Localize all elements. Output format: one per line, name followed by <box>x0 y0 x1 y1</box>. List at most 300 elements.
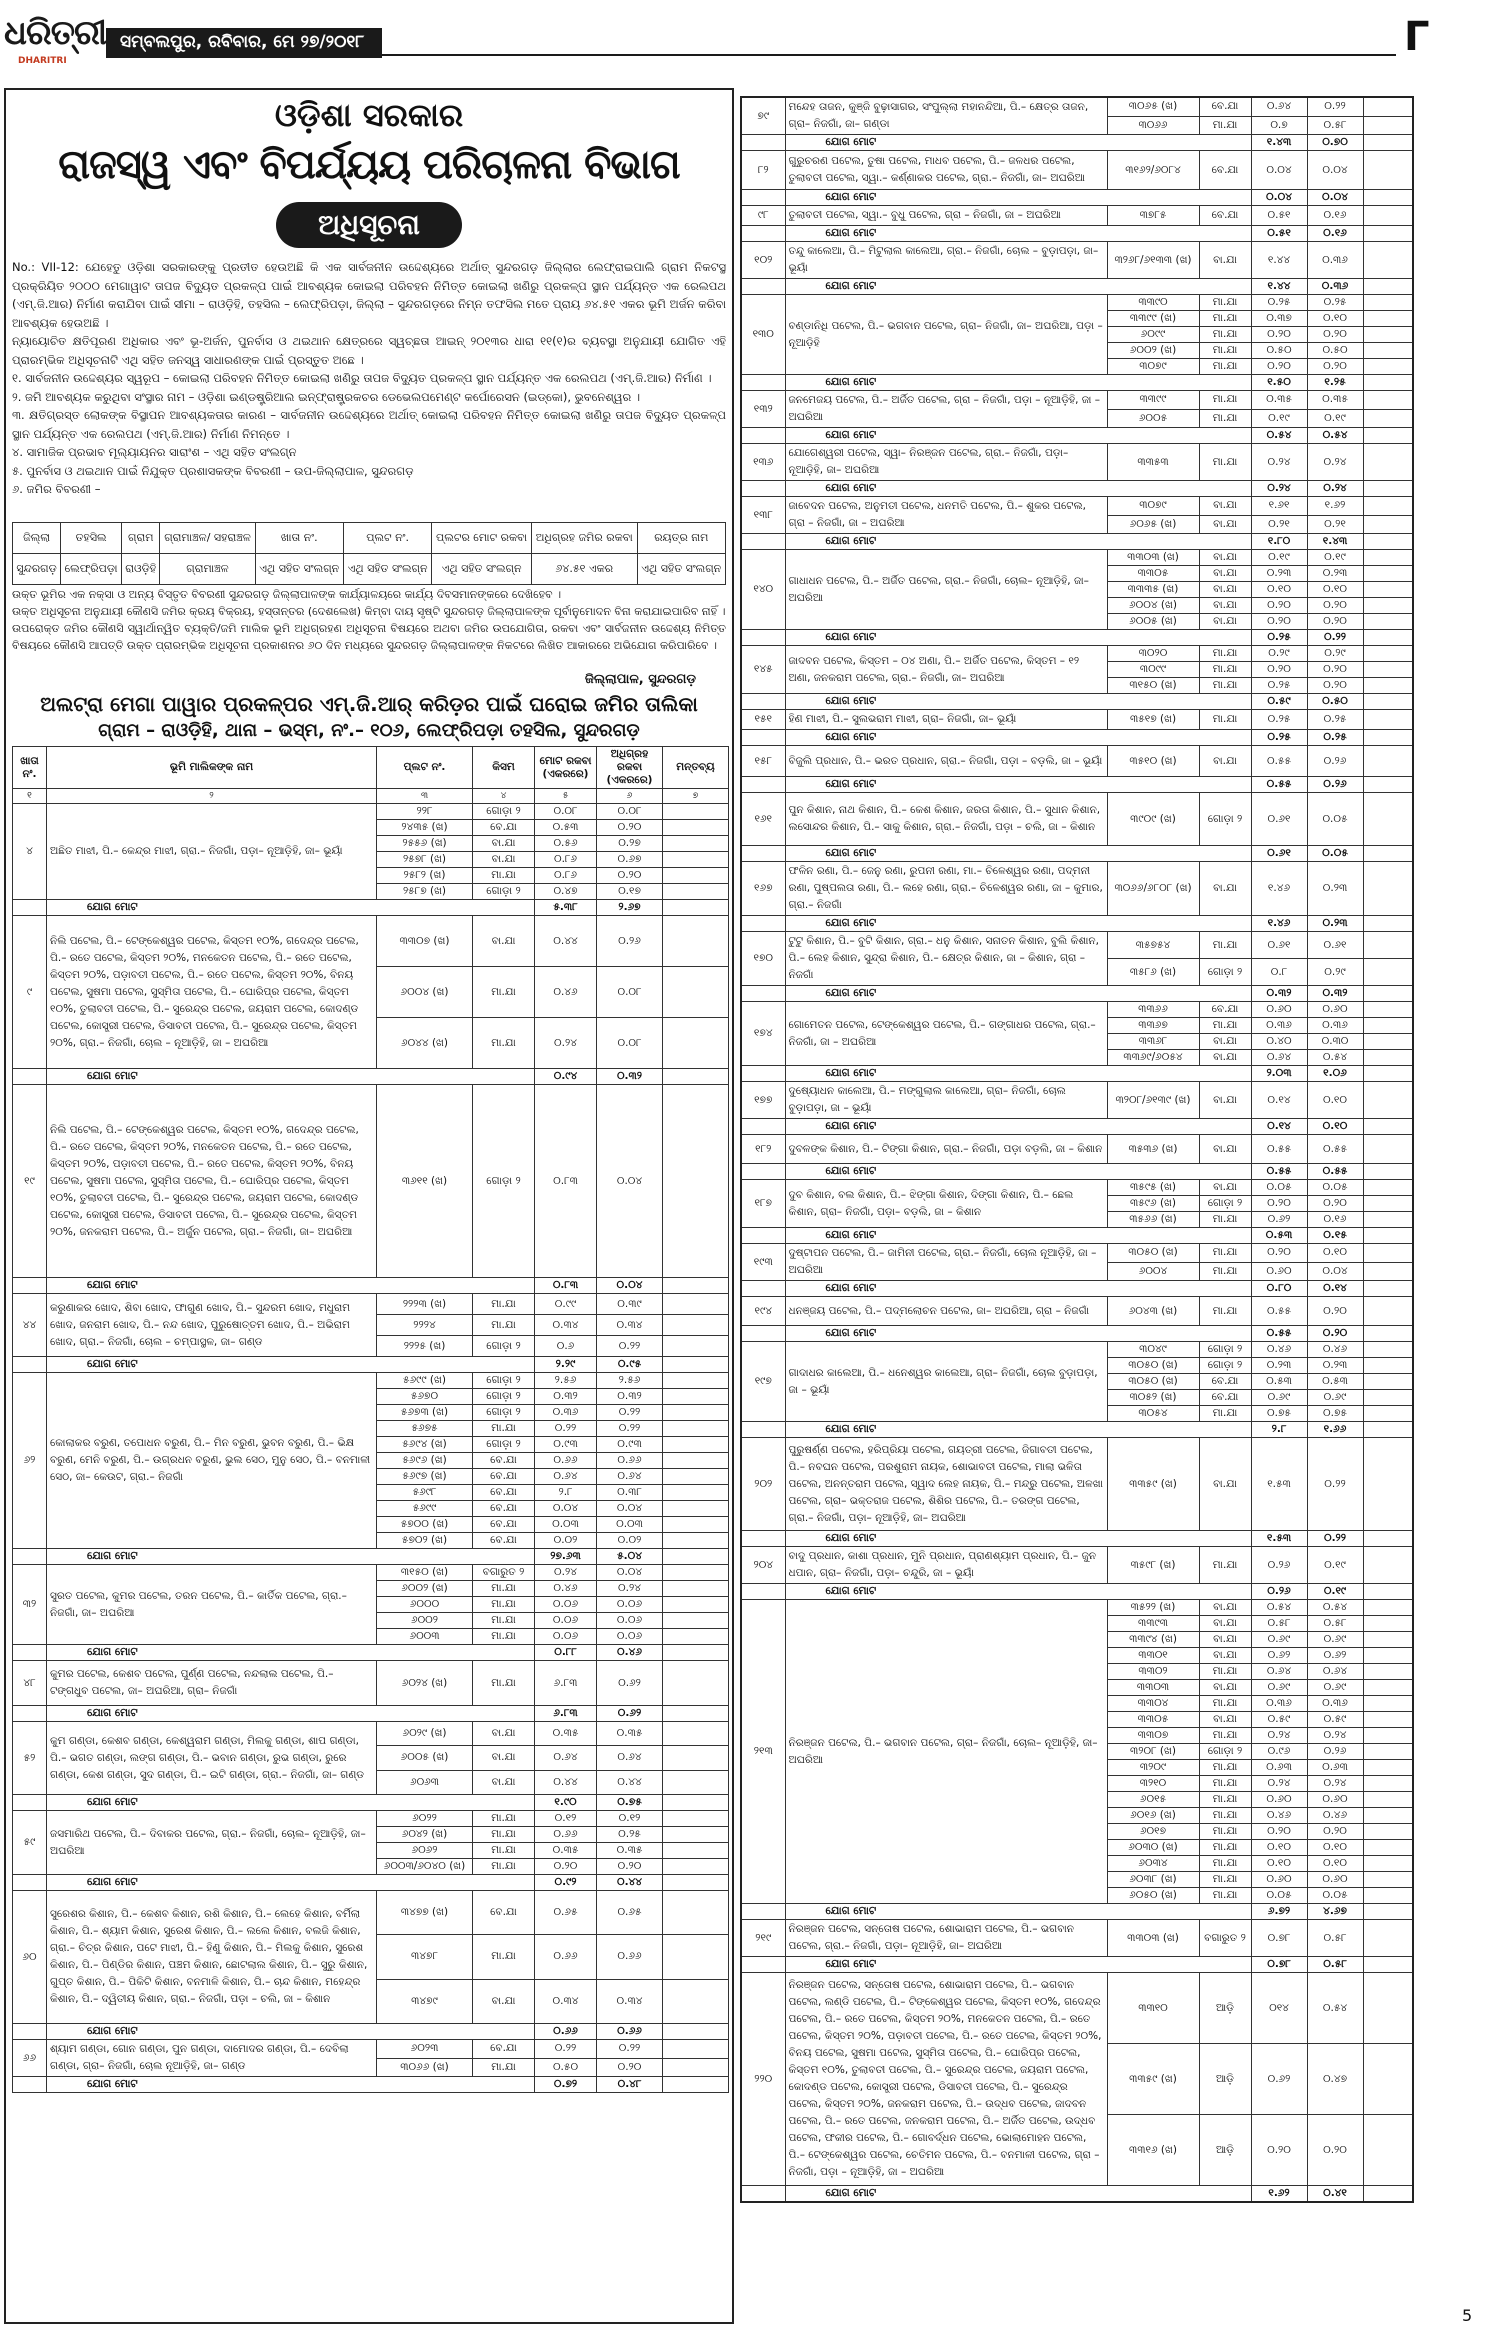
land-kisam: ମା.ଯା <box>1199 311 1251 327</box>
remarks <box>663 1935 729 1979</box>
land-kisam: ଗୋଡ଼ା ୨ <box>1199 1358 1251 1374</box>
table-row <box>741 151 1413 190</box>
plot-number: ୩୦୬୬/୬୮୦୮ (ଖ) <box>1107 862 1199 916</box>
subtotal-row <box>741 1281 1413 1297</box>
subtotal-label: ଯୋଗ ମୋଟ <box>785 630 1251 646</box>
subtotal-label: ଯୋଗ ମୋଟ <box>47 1645 535 1661</box>
acquired-area: ୦.୧୦ <box>1307 1082 1363 1119</box>
subtotal-spacer <box>741 1164 785 1180</box>
owner-name: ଗୋମେତନ ପଟେଲ, ଟେଙ୍କେଶ୍ୱର ପଟେଲ, ପି.– ଗଙ୍ଗାଧର ପଟେଲ, ଗ୍ରା.– ନିଜଗାଁ, ଜା – ଅଘରିଆ <box>785 1002 1107 1066</box>
acquired-area: ୦.୬୯ <box>1307 1632 1363 1648</box>
subtotal-acquired-area: ୦.୫୫ <box>1307 1164 1363 1180</box>
page-letter: Г <box>1404 14 1430 60</box>
subtotal-row <box>741 1422 1413 1438</box>
acquired-area: ୦.୭୫ <box>1307 1406 1363 1422</box>
subtotal-total-area: ୦.୮୦ <box>1251 1281 1307 1297</box>
land-kisam: ମା.ଯା <box>473 1811 535 1827</box>
plot-number: ୨୨୮ <box>377 804 473 820</box>
plot-number: ୩୦୬୬ <box>1107 116 1199 134</box>
subtotal-acquired-area: ୦.୧୬ <box>1307 226 1363 242</box>
total-area: ୦.୫୫ <box>1251 1135 1307 1164</box>
subtotal-row <box>741 694 1413 710</box>
subtotal-label: ଯୋଗ ମୋଟ <box>785 279 1251 295</box>
remarks <box>1363 1664 1413 1680</box>
remarks <box>1363 2115 1413 2186</box>
plot-number: ୫୭୦୨ (ଖ) <box>377 1533 473 1549</box>
col-header-remarks: ମନ୍ତବ୍ୟ <box>663 747 729 789</box>
land-kisam: ବେ.ଯା <box>1199 1374 1251 1390</box>
owner-name: ଜନମେଜୟ ପଟେଲ, ପି.– ଅର୍ଜିତ ପଟେଲ, ଗ୍ରା – ନିଜଗାଁ, ପଡ଼ା – ନୂଆଡ଼ିହି, ଜା – ଅଘରିଆ <box>785 391 1107 428</box>
plot-number: ୫୬୯୬ (ଖ) <box>377 1453 473 1469</box>
acquired-area: ୦.୦୪ <box>597 1501 663 1517</box>
owner-name: ଗୁରୁଚରଣ ପଟେଲ, ତୁଷା ପଟେଲ, ମାଧବ ପଟେଲ, ପି.– ଜଳଧର ପଟେଲ, ତୁଲାବତୀ ପଟେଲ, ସ୍ୱା.– କର୍ଣ୍ଣାକର ପଟେଲ, ଗ୍ରା.– ନିଜଗାଁ, ଜା– ଅଘରିଆ <box>785 151 1107 190</box>
land-kisam: ବା.ଯା <box>1199 1135 1251 1164</box>
remarks <box>663 1278 729 1294</box>
remarks <box>663 1811 729 1827</box>
owner-name: ଦୁବଳଙ୍କ କିଶାନ, ପି.– ଟିଙ୍ଗା କିଶାନ, ଗ୍ରା.– ନିଜଗାଁ, ପଡ଼ା ବଡ଼ଲି, ଜା – କିଶାନ <box>785 1135 1107 1164</box>
acquired-area: ୦.୬୩ <box>1307 1760 1363 1776</box>
land-kisam: ଗୋଡ଼ା ୨ <box>473 1336 535 1357</box>
plot-number: ୩୨୦୮ (ଖ) <box>1107 1744 1199 1760</box>
acquired-area: ୦.୦୬ <box>597 1597 663 1613</box>
table-row <box>741 295 1413 311</box>
subtotal-row <box>741 1531 1413 1547</box>
land-kisam: ବେ.ଯା <box>1199 1390 1251 1406</box>
remarks <box>1363 1196 1413 1212</box>
subtotal-spacer <box>13 1795 47 1811</box>
notice-item: ୨. ଜମି ଆବଶ୍ୟକ କରୁଥିବା ସଂସ୍ଥାର ନାମ – ଓଡ଼ିଶା ଇଣ୍ଡଷ୍ଟ୍ରିଆଲ ଇନ୍‌ଫ୍ରାଷ୍ଟ୍ରକଚର ଡେଭେଲପମେଣ୍ଟ କର୍ପୋରେସନ (ଇଡ୍‌କୋ), ଭୁବନେଶ୍ୱର । <box>12 389 641 404</box>
remarks <box>1363 959 1413 986</box>
total-area: ୦.୫୩ <box>1251 1374 1307 1390</box>
masthead <box>0 0 1485 78</box>
land-kisam: ଗୋଡ଼ା ୨ <box>473 1405 535 1421</box>
khata-number: ୪ <box>13 804 47 900</box>
land-kisam: ମା.ଯା <box>1199 1888 1251 1904</box>
acquired-area: ୦.୨୩ <box>1307 1358 1363 1374</box>
land-kisam: ଗୋଡ଼ା ୨ <box>473 1373 535 1389</box>
remarks <box>663 1629 729 1645</box>
plot-number: ୩୦୬୫ (ଖ) <box>1107 97 1199 116</box>
summary-cell: ଲେଫ୍ରିପଡ଼ା <box>61 554 122 585</box>
summary-cell: ୬୪.୫୧ ଏକର <box>531 554 637 585</box>
remarks <box>1363 710 1413 730</box>
subtotal-spacer <box>741 730 785 746</box>
table-row <box>13 1891 729 1935</box>
remarks <box>1363 1244 1413 1263</box>
remarks <box>663 1357 729 1373</box>
subtotal-total-area: ୬.୭୨ <box>1251 1904 1307 1920</box>
subtotal-acquired-area: ୦.୭୫ <box>597 1795 663 1811</box>
subtotal-row <box>741 1066 1413 1082</box>
subtotal-spacer <box>741 1531 785 1547</box>
subtotal-label: ଯୋଗ ମୋଟ <box>47 1357 535 1373</box>
plot-number: ୩୩୦୭ (ଖ) <box>377 916 473 967</box>
acquired-area: ୦.୫୮ <box>1307 1920 1363 1957</box>
col-header-acquired-area: ଅଧିଗ୍ରହ ରକବା (ଏକରରେ) <box>597 747 663 789</box>
subtotal-spacer <box>741 846 785 862</box>
acquired-area: ୦.୧୯ <box>1307 1547 1363 1584</box>
khata-number: ୨୦୨ <box>741 1438 785 1531</box>
table-row <box>741 391 1413 410</box>
remarks <box>663 1336 729 1357</box>
land-kisam: ମା.ଯା <box>1199 1664 1251 1680</box>
khata-number: ୧୬୭ <box>741 862 785 916</box>
plot-number: ୫୬୭୩ (ଖ) <box>377 1405 473 1421</box>
land-kisam: ବା.ଯା <box>1199 242 1251 279</box>
acquired-area: ୦.୨୨ <box>597 1336 663 1357</box>
khata-number: ୨୦୪ <box>741 1547 785 1584</box>
subtotal-row <box>13 900 729 916</box>
annexure-subtitle: ଗ୍ରାମ – ରାଓଡ଼ିହି, ଥାନା – ଭସ୍ମ, ନଂ.– ୧୦୬, ଲେଫ୍ରିପଡ଼ା ତହସିଲ, ସୁନ୍ଦରଗଡ଼ <box>98 720 640 741</box>
total-area: ୦.୬୨ <box>1251 1212 1307 1228</box>
plot-number: ୬୦୨୨ <box>377 1811 473 1827</box>
acquired-area: ୦.୨୨ <box>1307 97 1363 116</box>
remarks <box>1363 1262 1413 1281</box>
remarks <box>1363 1119 1413 1135</box>
total-area: ୦.୫୧ <box>1251 206 1307 226</box>
total-area: ୦.୯୬ <box>1251 1744 1307 1760</box>
plot-number: ୬୦୪୨ (ଖ) <box>377 1827 473 1843</box>
department-heading: ରାଜସ୍ୱ ଏବଂ ବିପର୍ଯ୍ୟୟ ପରିଚାଳନା ବିଭାଗ <box>58 142 680 188</box>
dateline: ସମ୍ବଲପୁର, ରବିବାର, ମେ ୨୭/୨୦୧୮ <box>106 28 382 58</box>
remarks <box>1363 1616 1413 1632</box>
subtotal-label: ଯୋଗ ମୋଟ <box>47 1278 535 1294</box>
total-area: ୦.୬୧ <box>1251 793 1307 846</box>
total-area: ୦.୬୦ <box>1251 1792 1307 1808</box>
land-kisam: ଗୋଡ଼ା ୨ <box>473 1437 535 1453</box>
plot-number: ୩୦୫୦ (ଖ) <box>1107 1374 1199 1390</box>
remarks <box>1363 1180 1413 1196</box>
remarks <box>1363 359 1413 375</box>
total-area: ୦.୮୩ <box>535 1085 597 1278</box>
land-kisam: ବଗାରୁତ ୨ <box>1199 1920 1251 1957</box>
land-kisam: ମା.ଯା <box>473 1294 535 1315</box>
subtotal-row <box>741 1326 1413 1342</box>
remarks <box>663 2040 729 2059</box>
subtotal-spacer <box>13 1645 47 1661</box>
owner-name: ତନ୍ଦୁ କାଲେଆ, ପି.– ମିଟୁଲାଲ କାଲେଆ, ଗ୍ରା.– ନିଜଗାଁ, ଚୋଲ – ବୁଡ଼ାପଡ଼ା, ଜା– ଭୂୟାଁ <box>785 242 1107 279</box>
plot-number: ୩୨୦୮/୬୧୩୯ (ଖ) <box>1107 1082 1199 1119</box>
subtotal-spacer <box>741 226 785 242</box>
table-row <box>741 550 1413 566</box>
acquired-area: ୦.୨୦ <box>1307 614 1363 630</box>
total-area: ୦.୬୬ <box>535 1453 597 1469</box>
remarks <box>1363 444 1413 481</box>
subtotal-label: ଯୋଗ ମୋଟ <box>785 846 1251 862</box>
khata-number: ୧୯୪ <box>741 1297 785 1326</box>
table-row <box>741 1002 1413 1018</box>
owner-name: ହିଣ ମାଝୀ, ପି.– ସୁଲଭରାମ ମାଝୀ, ଗ୍ରା– ନିଜଗାଁ, ଜା– ଭୂୟାଁ <box>785 710 1107 730</box>
land-kisam: ମା.ଯା <box>473 1859 535 1875</box>
subtotal-label: ଯୋଗ ମୋଟ <box>785 1228 1251 1244</box>
subtotal-spacer <box>741 1422 785 1438</box>
owner-name: ଜାବେଦନ ପଟେଲ, ଅନୁମତୀ ପଟେଲ, ଧନମତି ପଟେଲ, ପି.– ଶୁକର ପଟେଲ, ଗ୍ରା – ନିଜଗାଁ, ଜା – ଅଘରିଆ <box>785 497 1107 534</box>
owner-name: କରୁଣାକର ଖୋଦ, ଶିବା ଖୋଦ, ଫାଗୁଣ ଖୋଦ, ପି.– ସୁନ୍ଦରମ ଖୋଦ, ମଧୁରାମ ଖୋଦ, ଜନରାମ ଖୋଦ, ପି.– ନନ୍ଦ ଖୋଦ, ପୁରୁଷୋତ୍ତମ ଖୋଦ, ପି.– ଅଭିରାମ ଖୋଦ, ଗ୍ରା.– ନିଜଗାଁ, ଚୋଲ – ଚମ୍ପାସ୍ଥଳ, ଜା– ଗଣ୍ଡ <box>47 1294 377 1357</box>
remarks <box>1363 2186 1413 2203</box>
subtotal-row <box>13 1549 729 1565</box>
subtotal-acquired-area: ୦.୨୪ <box>1307 481 1363 497</box>
subtotal-row <box>13 1278 729 1294</box>
plot-number: ୬୦୦୪ <box>1107 1262 1199 1281</box>
land-kisam: ମା.ଯା <box>1199 1262 1251 1281</box>
khata-number: ୧୮୭ <box>741 1180 785 1228</box>
subtotal-label: ଯୋଗ ମୋଟ <box>785 1584 1251 1600</box>
plot-number: ୩୧୫୦ (ଖ) <box>377 1565 473 1581</box>
subtotal-spacer <box>741 534 785 550</box>
owner-name: ସୁରତ ପଟେଲ, କୁମର ପଟେଲ, ତରନ ପଟେଲ, ପି.– କାର୍ତିକ ପଟେଲ, ଗ୍ରା.– ନିଜଗାଁ, ଜା– ଅଘରିଆ <box>47 1565 377 1645</box>
total-area: ୦.୨୪ <box>535 1565 597 1581</box>
khata-number: ୮୨ <box>741 151 785 190</box>
total-area: ୦.୫୦ <box>1251 343 1307 359</box>
table-row <box>13 2040 729 2059</box>
land-kisam: ମା.ଯା <box>473 1827 535 1843</box>
subtotal-spacer <box>741 375 785 391</box>
dateline-bar <box>106 32 1396 56</box>
acquired-area: ୦.୫୦ <box>1307 343 1363 359</box>
acquired-area: ୦.୦୪ <box>1307 151 1363 190</box>
subtotal-acquired-area: ୦.୩୨ <box>597 1069 663 1085</box>
remarks <box>1363 151 1413 190</box>
land-kisam: ମା.ଯା <box>1199 1760 1251 1776</box>
acquired-area: ୦.୫୪ <box>1307 1600 1363 1616</box>
total-area: ୦.୩୬ <box>1251 1018 1307 1034</box>
total-area: ୦.୬୯ <box>1251 1680 1307 1696</box>
total-area: ୦.୨୪ <box>1251 1728 1307 1744</box>
remarks <box>663 1597 729 1613</box>
subtotal-row <box>741 375 1413 391</box>
summary-header: ପ୍ଲଟର ମୋଟ ରକବା <box>432 523 532 554</box>
plot-number: ୩୪୭୮ <box>377 1935 473 1979</box>
table-row <box>741 932 1413 959</box>
khata-number: ୧୩୨ <box>741 391 785 428</box>
land-kisam: ମା.ଯା <box>1199 710 1251 730</box>
subtotal-total-area: ୦.୫୫ <box>1251 1326 1307 1342</box>
subtotal-label: ଯୋଗ ମୋଟ <box>785 1904 1251 1920</box>
khata-number: ୧୫୧ <box>741 710 785 730</box>
subtotal-total-area: ୦.୮୮ <box>535 1645 597 1661</box>
plot-number: ୩୨୬୮/୬୧୩୩ (ଖ) <box>1107 242 1199 279</box>
remarks <box>663 916 729 967</box>
plot-number: ୩୦୫୦ (ଖ) <box>1107 1358 1199 1374</box>
subtotal-total-area: ୦.୬୧ <box>1251 846 1307 862</box>
land-kisam: ବା.ଯା <box>1199 515 1251 534</box>
subtotal-label: ଯୋଗ ମୋଟ <box>785 1422 1251 1438</box>
land-kisam: ବା.ଯା <box>473 916 535 967</box>
remarks <box>1363 1390 1413 1406</box>
plot-number: ୬୦୦୨ <box>377 1613 473 1629</box>
plot-number: ୩୩୧୦ <box>1107 1973 1199 2044</box>
acquired-area: ୦.୦୪ <box>597 1565 663 1581</box>
owner-name: ଅଛିତ ମାଝୀ, ପି.– କେନ୍ଦ୍ର ମାଝୀ, ଗ୍ରା.– ନିଜଗାଁ, ପଡ଼ା– ନୂଆଡ଼ିହି, ଜା– ଭୂୟାଁ <box>47 804 377 900</box>
subtotal-acquired-area: ୦.୦୪ <box>597 1278 663 1294</box>
plot-number: ୨୫୮୭ (ଖ) <box>377 884 473 900</box>
plot-number: ୨୫୫୬ (ଖ) <box>377 836 473 852</box>
subtotal-row <box>13 1069 729 1085</box>
subtotal-row <box>741 428 1413 444</box>
notice-note: ଉକ୍ତ ଅଧିସୂଚନା ଅନୁଯାୟୀ କୌଣସି ଜମିର କ୍ରୟ ବିକ୍ରୟ, ହସ୍ତାନ୍ତର (ଦେଶଲେଖ) କିମ୍ବା ଦାୟ ସୃଷ୍ଟି ସୁନ୍ଦରଗଡ଼ ଜିଲ୍ଲାପାଳଙ୍କ ପୂର୍ବାନୁମୋଦନ ବିନା କରାଯାଇପାରିବ ନାହିଁ । <box>12 605 726 618</box>
acquired-area: ୦.୨୦ <box>1307 1196 1363 1212</box>
subtotal-spacer <box>741 630 785 646</box>
remarks <box>1363 1600 1413 1616</box>
remarks <box>1363 1728 1413 1744</box>
subtotal-total-area: ୨.୦୩ <box>1251 1066 1307 1082</box>
subtotal-acquired-area: ୫.୦୪ <box>597 1549 663 1565</box>
column-number: ୩ <box>377 789 473 804</box>
total-area: ୦.୪୬ <box>535 967 597 1018</box>
plot-number: ୬୦୯୯ <box>1107 327 1199 343</box>
remarks <box>1363 1358 1413 1374</box>
plot-number: ୬୦୬୫ (ଖ) <box>1107 515 1199 534</box>
plot-number: ୬୦୨୩ <box>377 2040 473 2059</box>
subtotal-row <box>741 2186 1413 2203</box>
subtotal-row <box>13 1795 729 1811</box>
acquired-area: ୧.୬୨ <box>1307 497 1363 516</box>
land-summary-table <box>12 522 726 585</box>
remarks <box>663 852 729 868</box>
total-area: ୦.୨୦ <box>1251 327 1307 343</box>
remarks <box>1363 534 1413 550</box>
remarks <box>1363 1648 1413 1664</box>
plot-number: ୩୫୨୨ (ଖ) <box>1107 1600 1199 1616</box>
owner-name: ପୁନ କିଶାନ, ନାଥ କିଶାନ, ପି.– କେଶ କିଶାନ, ଜରତା କିଶାନ, ପି.– ସୁଧାନ କିଶାନ, ଲସୋନ୍ଦର କିଶାନ, ପି.– ସାକୁ କିଶାନ, ଗ୍ରା.– ନିଜଗାଁ, ପଡ଼ା – ଚଲି, ଜା – କିଶାନ <box>785 793 1107 846</box>
subtotal-total-area: ୨୭.୬୩ <box>535 1549 597 1565</box>
remarks <box>663 1770 729 1794</box>
plot-number: ୩୩୦୫ <box>1107 1712 1199 1728</box>
subtotal-total-area: ୦.୮୩ <box>535 1278 597 1294</box>
plot-number: ୬୦୬୨ <box>377 1843 473 1859</box>
total-area: ୦.୦୬ <box>535 1629 597 1645</box>
plot-number: ୩୩୯୦ <box>1107 295 1199 311</box>
subtotal-total-area: ୨.୨୯ <box>535 1357 597 1373</box>
remarks <box>663 1645 729 1661</box>
remarks <box>1363 932 1413 959</box>
column-number: ୧ <box>13 789 47 804</box>
total-area: ୦.୨୨ <box>535 2040 597 2059</box>
owner-name: ନିରଞ୍ଜନ ପଟେଲ, ପି.– ଭଗବାନ ପଟେଲ, ଗ୍ରା– ନିଜଗାଁ, ଚୋଲ– ନୂଆଡ଼ିହି, ଜା– ଅଘରିଆ <box>785 1600 1107 1904</box>
land-kisam: ବା.ଯା <box>1199 1082 1251 1119</box>
plot-number: ୩୦୯୯ <box>1107 662 1199 678</box>
remarks <box>1363 279 1413 295</box>
subtotal-label: ଯୋଗ ମୋଟ <box>785 730 1251 746</box>
acquired-area: ୦.୬୨ <box>1307 1648 1363 1664</box>
subtotal-label: ଯୋଗ ମୋଟ <box>785 1164 1251 1180</box>
remarks <box>1363 630 1413 646</box>
table-row <box>741 746 1413 777</box>
plot-number: ୬୦୪୪ (ଖ) <box>377 1018 473 1069</box>
total-area: ୦୧୪ <box>1251 1973 1307 2044</box>
plot-number: ୬୦୦୫ (ଖ) <box>1107 614 1199 630</box>
plot-number: ୩୬୧୧ (ଖ) <box>377 1085 473 1278</box>
total-area: ୦.୦୬ <box>535 1613 597 1629</box>
owner-name: ଗାଧାଧନ ପଟେଲ, ପି.– ଅର୍ଜିତ ପଟେଲ, ଗ୍ରା.– ନିଜଗାଁ, ଚୋଲ– ନୂଆଡ଼ିହି, ଜା– ଅଘରିଆ <box>785 550 1107 630</box>
acquired-area: ୦.୫୮ <box>1307 1616 1363 1632</box>
table-row <box>741 1297 1413 1326</box>
khata-number: ୫୨ <box>13 1722 47 1795</box>
acquired-area: ୦.୧୭ <box>597 884 663 900</box>
acquired-area: ୦.୩୨ <box>597 1389 663 1405</box>
acquired-area: ୦.୪୬ <box>1307 1808 1363 1824</box>
total-area: ୬.୮୩ <box>535 1661 597 1706</box>
column-number: ୨ <box>47 789 377 804</box>
owner-name: ବିଜୁଲି ପ୍ରଧାନ, ପି.– ଭରତ ପ୍ରଧାନ, ଗ୍ରା.– ନିଜଗାଁ, ପଡ଼ା – ବଡ଼ଲି, ଜା – ଭୂୟାଁ <box>785 746 1107 777</box>
table-row <box>741 710 1413 730</box>
subtotal-label: ଯୋଗ ମୋଟ <box>785 777 1251 793</box>
remarks <box>663 2077 729 2093</box>
total-area: ୦.୨୦ <box>1251 1244 1307 1263</box>
total-area: ୦.୩୪ <box>535 1315 597 1336</box>
acquired-area: ୦.୬୬ <box>597 1453 663 1469</box>
land-kisam: ବେ.ଯା <box>1199 97 1251 116</box>
acquired-area: ୦.୧୯ <box>1307 409 1363 428</box>
plot-number: ୩୦୭୯ <box>1107 497 1199 516</box>
remarks <box>663 1437 729 1453</box>
remarks <box>1363 730 1413 746</box>
acquired-area: ୦.୦୩ <box>597 1517 663 1533</box>
acquired-area: ୦.୩୫ <box>1307 391 1363 410</box>
land-kisam: ବା.ଯା <box>1199 598 1251 614</box>
owner-name: ଦୁଷ୍ୟୋଧନ କାଲେଆ, ପି.– ମଙ୍ଗୁଲାଲ କାଲେଆ, ଗ୍ରା– ନିଜଗାଁ, ଚୋଲ ବୁଡ଼ାପଡ଼ା, ଜା – ଭୂୟାଁ <box>785 1082 1107 1119</box>
remarks <box>663 836 729 852</box>
khata-number: ୧୩୬ <box>741 444 785 481</box>
plot-number: ୩୦୫୦ (ଖ) <box>1107 1244 1199 1263</box>
land-kisam: ବା.ଯା <box>1199 582 1251 598</box>
khata-number: ୧୭୪ <box>741 1002 785 1066</box>
subtotal-row <box>741 846 1413 862</box>
notice-note: ଉକ୍ତ ଭୂମିର ଏକ ନକ୍ସା ଓ ଅନ୍ୟ ବିସ୍ତୃତ ବିବରଣୀ ସୁନ୍ଦରଗଡ଼ ଜିଲ୍ଲାପାଳଙ୍କ କାର୍ଯ୍ୟାଳୟରେ କାର୍ଯ୍ୟ ଦିବସମାନଙ୍କରେ ଦେଖିହେବ । <box>12 588 562 601</box>
subtotal-total-area: ୦.୯୨ <box>535 1875 597 1891</box>
subtotal-row <box>741 1957 1413 1973</box>
plot-number: ୬୦୧୫ <box>1107 1792 1199 1808</box>
acquired-area: ୦.୫୪ <box>1307 1050 1363 1066</box>
remarks <box>663 967 729 1018</box>
plot-number: ୬୦୦୫ <box>1107 409 1199 428</box>
total-area: ୦.୫୬ <box>535 836 597 852</box>
remarks <box>663 1843 729 1859</box>
total-area: ୦.୮ <box>1251 959 1307 986</box>
remarks <box>1363 497 1413 516</box>
subtotal-acquired-area: ୧.୪୩ <box>1307 534 1363 550</box>
subtotal-label: ଯୋଗ ମୋଟ <box>47 1706 535 1722</box>
owner-name: ବାଦୁ ପ୍ରଧାନ, କାଶା ପ୍ରଧାନ, ମୁନି ପ୍ରଧାନ, ପ୍ରାଣଶ୍ୟାମ ପ୍ରଧାନ, ପି.– ଜୁନ ଧପାନ, ଗ୍ରା– ନିଜଗାଁ, ପଡ଼ା– ଚନ୍ଦୁରି, ଜା – ଭୂୟାଁ <box>785 1547 1107 1584</box>
remarks <box>1363 242 1413 279</box>
subtotal-row <box>741 986 1413 1002</box>
total-area: ୦.୬୪ <box>1251 1050 1307 1066</box>
total-area: ୦.୬୦ <box>1251 1872 1307 1888</box>
land-kisam: ମା.ଯା <box>1199 1018 1251 1034</box>
subtotal-total-area: ୧.୫୦ <box>1251 375 1307 391</box>
remarks <box>1363 614 1413 630</box>
total-area: ୦.୧୨ <box>535 1811 597 1827</box>
land-kisam: ମା.ଯା <box>1199 678 1251 694</box>
table-header-row <box>13 747 729 789</box>
acquired-area: ୦.୦୬ <box>597 1629 663 1645</box>
subtotal-spacer <box>13 1357 47 1373</box>
total-area: ୦.୨୫ <box>1251 295 1307 311</box>
remarks <box>1363 1050 1413 1066</box>
subtotal-row <box>741 226 1413 242</box>
subtotal-spacer <box>741 1281 785 1297</box>
remarks <box>1363 746 1413 777</box>
acquired-area: ୦.୫୪ <box>1307 1973 1363 2044</box>
acquired-area: ୦.୪୪ <box>597 1770 663 1794</box>
remarks <box>1363 1135 1413 1164</box>
subtotal-total-area: ୧.୪୩ <box>1251 135 1307 151</box>
khata-number: ୧୦୨ <box>741 242 785 279</box>
land-kisam: ବେ.ଯା <box>473 1501 535 1517</box>
acquired-area: ୦.୪୭ <box>1307 2044 1363 2115</box>
land-kisam: ବା.ଯା <box>1199 1438 1251 1531</box>
remarks <box>1363 1297 1413 1326</box>
